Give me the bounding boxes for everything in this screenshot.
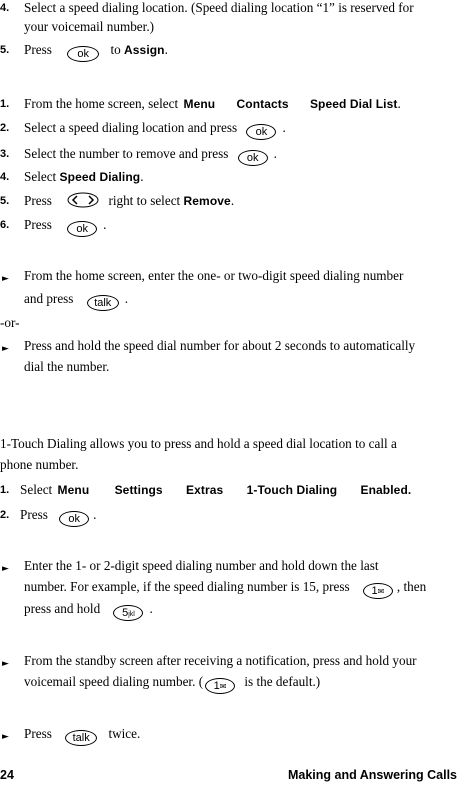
step-text — [24, 216, 106, 237]
step-text-pre: Press — [24, 42, 52, 57]
bullet-arrow-icon: ► — [2, 564, 9, 574]
step-text — [20, 506, 96, 527]
voicemail-key-icon — [363, 583, 393, 599]
step-text-mid: to — [110, 42, 121, 57]
ok-key-icon: ok — [238, 150, 268, 166]
punct: . — [140, 169, 144, 184]
step-number: 5. — [0, 44, 10, 56]
step-text — [20, 481, 411, 499]
bullet-arrow-icon: ► — [2, 344, 9, 354]
intro-text: 1-Touch Dialing allows you to press and hold a speed dial location to call a — [0, 436, 397, 451]
bullet-arrow-icon: ► — [2, 659, 9, 669]
punct: . — [164, 42, 168, 57]
step-text-pre: From the home screen, select — [24, 96, 179, 111]
bullet-text-pre: voicemail speed dialing number. ( — [24, 674, 204, 689]
talk-key-icon: talk — [65, 730, 97, 746]
step-text: your voicemail number.) — [24, 19, 155, 34]
bullet-text: dial the number. — [24, 359, 110, 374]
punct: . — [93, 507, 97, 522]
ok-key-icon: ok — [67, 46, 99, 62]
step-text-mid: right to select — [108, 193, 181, 208]
bullet-arrow-icon: ► — [2, 732, 9, 742]
step-text — [24, 41, 168, 62]
step-number: 1. — [0, 484, 10, 496]
menu-label: Menu — [57, 483, 90, 497]
step-text-pre: Press — [24, 217, 52, 232]
step-text — [24, 192, 234, 210]
punct: . — [273, 146, 277, 161]
step-number: 5. — [0, 195, 10, 207]
ok-key-icon: ok — [246, 124, 276, 140]
step-number: 3. — [0, 148, 10, 160]
step-number: 4. — [0, 171, 10, 183]
intro-text: phone number. — [0, 457, 79, 472]
bullet-text: Enter the 1- or 2-digit speed dialing number and hold down the last — [24, 558, 379, 573]
menu-label: Menu — [183, 97, 216, 111]
bullet-text-end: twice. — [108, 726, 141, 741]
step-number: 1. — [0, 98, 10, 110]
bullet-text — [24, 673, 320, 694]
bullet-text: From the home screen, enter the one- or two-digit speed dialing number — [24, 268, 404, 283]
step-number: 2. — [0, 509, 10, 521]
step-text-pre: Select the number to remove and press — [24, 146, 229, 161]
speed-dial-list-label: Speed Dial List — [309, 97, 398, 111]
key-digit: 1 — [371, 585, 378, 597]
mail-icon: ✉ — [377, 587, 385, 596]
bullet-text-end: is the default.) — [244, 674, 321, 689]
talk-key-icon: talk — [87, 295, 119, 311]
punct: . — [282, 120, 286, 135]
key-letters: jkl — [128, 611, 135, 618]
step-text-pre: Press — [24, 193, 52, 208]
bullet-text — [24, 600, 153, 621]
step-text — [24, 95, 401, 113]
punct: . — [103, 217, 107, 232]
punct: . — [230, 193, 235, 208]
extras-label: Extras — [186, 483, 224, 497]
five-key-icon — [113, 605, 143, 621]
step-text — [24, 145, 277, 166]
bullet-text-pre: and press — [24, 291, 74, 306]
voicemail-key-icon — [205, 678, 235, 694]
punct: . — [407, 483, 412, 497]
step-text — [24, 168, 143, 186]
page-footer — [0, 768, 459, 784]
assign-label: Assign — [124, 43, 165, 57]
ok-key-icon: ok — [59, 511, 89, 527]
step-number: 6. — [0, 219, 10, 231]
bullet-text: From the standby screen after receiving a notification, press and hold your — [24, 653, 417, 668]
speed-dialing-label: Speed Dialing — [59, 170, 141, 184]
or-text: -or- — [0, 315, 20, 330]
remove-label: Remove — [183, 194, 231, 208]
one-touch-dialing-label: 1-Touch Dialing — [246, 483, 338, 497]
step-text-pre: Select — [20, 482, 53, 497]
contacts-label: Contacts — [236, 97, 289, 111]
punct: . — [149, 601, 153, 616]
step-text-pre: Select a speed dialing location and press — [24, 120, 238, 135]
bullet-text — [24, 290, 128, 311]
ok-key-icon: ok — [67, 221, 97, 237]
bullet-text-end: , then — [396, 579, 427, 594]
key-digit: 5 — [122, 607, 129, 619]
mail-icon: ✉ — [219, 682, 227, 691]
bullet-text: Press and hold the speed dial number for about 2 seconds to automatically — [24, 338, 416, 353]
step-text-pre: Press — [20, 507, 48, 522]
settings-label: Settings — [114, 483, 163, 497]
bullet-arrow-icon: ► — [2, 274, 9, 284]
step-text-pre: Select — [24, 169, 57, 184]
step-text — [24, 119, 286, 140]
bullet-text-pre: press and hold — [24, 601, 101, 616]
bullet-text — [24, 578, 426, 599]
step-number: 4. — [0, 2, 10, 14]
bullet-text — [24, 725, 140, 746]
bullet-text-pre: number. For example, if the speed dialing number is 15, press — [24, 579, 350, 594]
punct: . — [397, 96, 401, 111]
key-digit: 1 — [213, 680, 220, 692]
chapter-title: Making and Answering Calls — [287, 768, 457, 782]
enabled-label: Enabled — [360, 483, 408, 497]
bullet-text-pre: Press — [24, 726, 52, 741]
step-text: Select a speed dialing location. (Speed dialing location “1” is reserved for — [24, 0, 414, 15]
punct: . — [124, 291, 129, 306]
left-right-nav-icon — [67, 192, 99, 206]
step-number: 2. — [0, 122, 10, 134]
page-number: 24 — [0, 768, 14, 782]
